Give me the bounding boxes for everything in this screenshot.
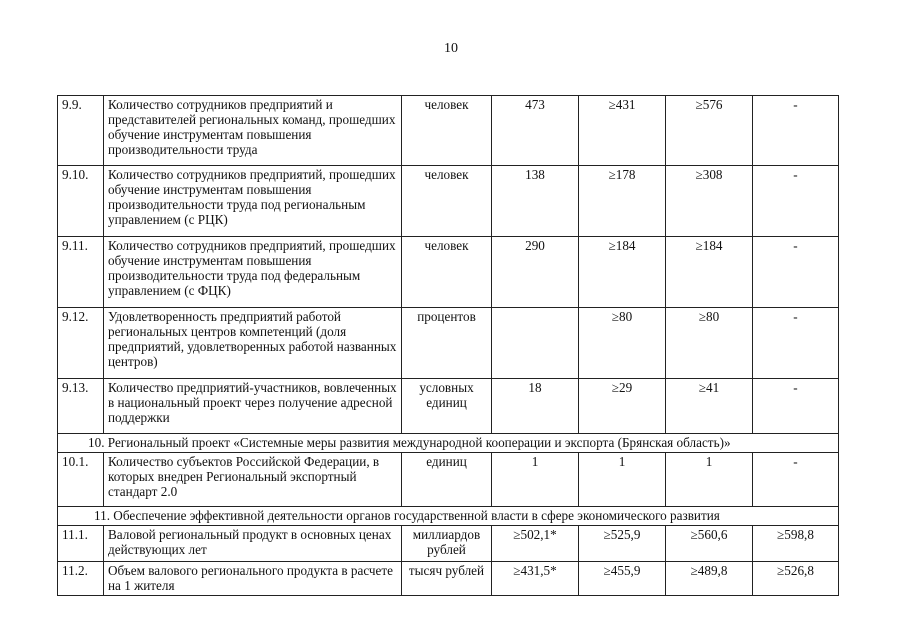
value-cell-2: ≥184 — [579, 237, 666, 308]
row-number: 9.10. — [58, 166, 104, 237]
value-cell-1: ≥431,5* — [492, 562, 579, 596]
value-cell-1: 290 — [492, 237, 579, 308]
row-number: 11.1. — [58, 526, 104, 562]
indicator-name: Количество сотрудников предприятий, прошедших обучение инструментам повышения производительности труда под региональным управлением (с РЦК) — [104, 166, 402, 237]
value-cell-1 — [492, 308, 579, 379]
indicator-name: Количество сотрудников предприятий, прошедших обучение инструментам повышения производительности труда под федеральным управлением (с ФЦК) — [104, 237, 402, 308]
row-number: 9.12. — [58, 308, 104, 379]
row-number: 10.1. — [58, 453, 104, 507]
row-number: 9.9. — [58, 96, 104, 166]
unit-cell: процентов — [402, 308, 492, 379]
indicators-table — [57, 95, 839, 596]
value-cell-2: ≥431 — [579, 96, 666, 166]
value-cell-2: ≥455,9 — [579, 562, 666, 596]
value-cell-3: ≥489,8 — [666, 562, 753, 596]
section-row — [58, 434, 839, 453]
unit-cell: тысяч рублей — [402, 562, 492, 596]
table-body — [58, 96, 839, 596]
value-cell-4: - — [753, 166, 839, 237]
value-cell-4: - — [753, 453, 839, 507]
table-row — [58, 237, 839, 308]
value-cell-2: 1 — [579, 453, 666, 507]
indicator-name: Количество сотрудников предприятий и представителей региональных команд, прошедших обучение инструментам повышения производительности труда — [104, 96, 402, 166]
table-row — [58, 379, 839, 434]
value-cell-3: ≥184 — [666, 237, 753, 308]
value-cell-2: ≥178 — [579, 166, 666, 237]
value-cell-2: ≥29 — [579, 379, 666, 434]
value-cell-1: 1 — [492, 453, 579, 507]
row-number: 9.13. — [58, 379, 104, 434]
value-cell-1: 138 — [492, 166, 579, 237]
row-number: 9.11. — [58, 237, 104, 308]
value-cell-4: ≥526,8 — [753, 562, 839, 596]
indicator-name: Количество предприятий-участников, вовлеченных в национальный проект через получение адресной поддержки — [104, 379, 402, 434]
table-row — [58, 166, 839, 237]
value-cell-2: ≥80 — [579, 308, 666, 379]
value-cell-1: ≥502,1* — [492, 526, 579, 562]
value-cell-1: 18 — [492, 379, 579, 434]
page-number: 10 — [444, 41, 458, 56]
unit-cell: условных единиц — [402, 379, 492, 434]
indicator-name: Объем валового регионального продукта в расчете на 1 жителя — [104, 562, 402, 596]
section-row — [58, 507, 839, 526]
unit-cell: единиц — [402, 453, 492, 507]
value-cell-3: 1 — [666, 453, 753, 507]
unit-cell: человек — [402, 96, 492, 166]
unit-cell: миллиардов рублей — [402, 526, 492, 562]
unit-cell: человек — [402, 166, 492, 237]
value-cell-3: ≥560,6 — [666, 526, 753, 562]
table-row — [58, 453, 839, 507]
section-heading: 11. Обеспечение эффективной деятельности органов государственной власти в сфере экономического развития — [58, 507, 839, 526]
indicator-name: Количество субъектов Российской Федерации, в которых внедрен Региональный экспортный стандарт 2.0 — [104, 453, 402, 507]
value-cell-4: - — [753, 308, 839, 379]
unit-cell: человек — [402, 237, 492, 308]
table-row — [58, 96, 839, 166]
indicator-name: Удовлетворенность предприятий работой региональных центров компетенций (доля предприятий, удовлетворенных работой названных центров) — [104, 308, 402, 379]
value-cell-4: ≥598,8 — [753, 526, 839, 562]
value-cell-3: ≥308 — [666, 166, 753, 237]
value-cell-4: - — [753, 379, 839, 434]
value-cell-3: ≥41 — [666, 379, 753, 434]
section-heading: 10. Региональный проект «Системные меры развития международной кооперации и экспорта (Брянская область)» — [58, 434, 839, 453]
table-row — [58, 526, 839, 562]
table-row — [58, 562, 839, 596]
value-cell-4: - — [753, 96, 839, 166]
value-cell-1: 473 — [492, 96, 579, 166]
value-cell-3: ≥80 — [666, 308, 753, 379]
table-row — [58, 308, 839, 379]
value-cell-2: ≥525,9 — [579, 526, 666, 562]
indicator-name: Валовой региональный продукт в основных ценах действующих лет — [104, 526, 402, 562]
row-number: 11.2. — [58, 562, 104, 596]
value-cell-3: ≥576 — [666, 96, 753, 166]
value-cell-4: - — [753, 237, 839, 308]
